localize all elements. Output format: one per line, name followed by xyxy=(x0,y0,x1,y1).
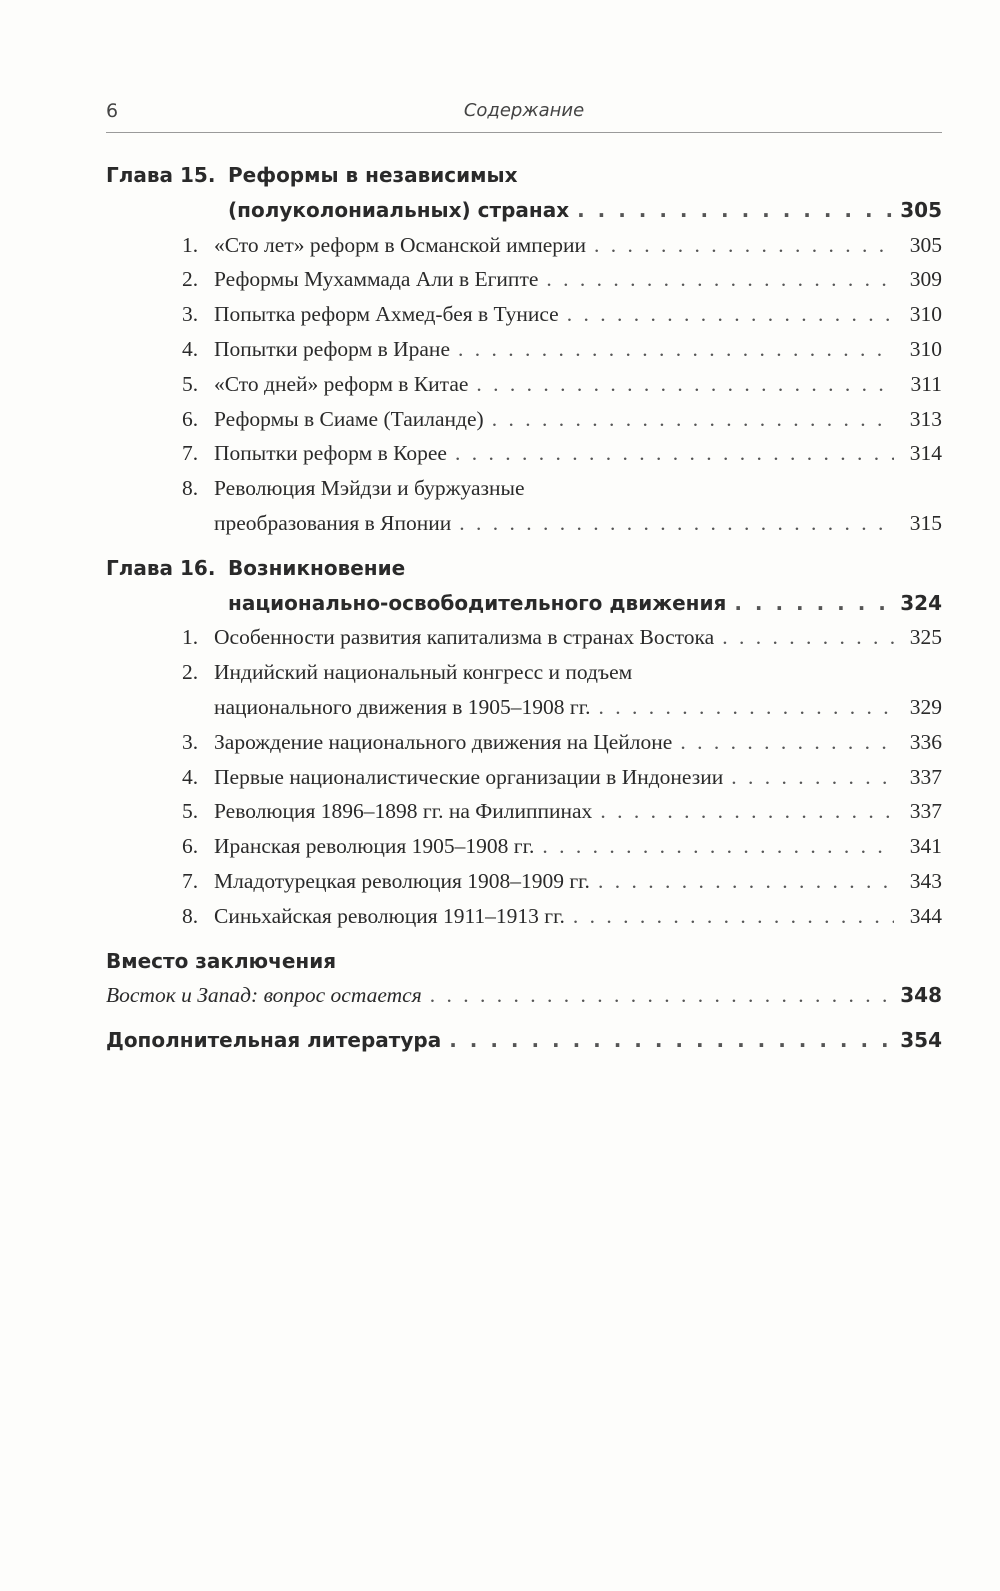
section-number: 3. xyxy=(182,302,199,327)
section-number: 7. xyxy=(182,868,199,893)
page-ref: 337 xyxy=(909,764,942,789)
conclusion-entry[interactable] xyxy=(106,978,942,1013)
page-ref: 337 xyxy=(909,799,942,824)
toc-section[interactable] xyxy=(106,297,942,332)
section-number: 8. xyxy=(182,476,199,501)
section-number: 2. xyxy=(182,267,199,292)
section-title-line1: Индийский национальный конгресс и подъем xyxy=(214,660,633,685)
conclusion-heading-text: Вместо заключения xyxy=(106,948,337,973)
toc-section[interactable] xyxy=(106,725,942,760)
leader-dots xyxy=(430,978,893,1013)
section-number: 4. xyxy=(182,336,199,361)
section-number: 5. xyxy=(182,799,199,824)
page-ref: 311 xyxy=(910,371,942,396)
page-ref: 343 xyxy=(909,868,942,893)
toc-section[interactable] xyxy=(106,899,942,934)
chapter-title-line1: Возникновение xyxy=(228,555,406,580)
section-title: Особенности развития капитализма в странах Востока xyxy=(214,625,715,650)
page-ref: 309 xyxy=(909,267,942,292)
chapter-15-heading xyxy=(106,158,942,193)
chapter-16-entry[interactable] xyxy=(106,586,942,621)
leader-dots xyxy=(573,899,894,934)
leader-dots xyxy=(577,193,892,228)
page-ref: 315 xyxy=(909,510,942,535)
leader-dots xyxy=(458,332,894,367)
leader-dots xyxy=(722,620,894,655)
chapter-label: Глава 15. xyxy=(106,163,216,187)
leader-dots xyxy=(680,725,894,760)
page-ref: 305 xyxy=(909,232,942,257)
leader-dots xyxy=(492,402,894,437)
chapter-15-entry[interactable] xyxy=(106,193,942,228)
literature-entry[interactable] xyxy=(106,1023,942,1058)
section-title: «Сто лет» реформ в Османской империи xyxy=(214,232,587,257)
leader-dots xyxy=(598,690,894,725)
page-ref: 314 xyxy=(909,441,942,466)
page-ref: 341 xyxy=(909,834,942,859)
leader-dots xyxy=(567,297,894,332)
toc-section[interactable] xyxy=(106,829,942,864)
leader-dots xyxy=(459,506,894,541)
section-title: Иранская революция 1905–1908 гг. xyxy=(214,834,535,859)
section-title: Попытка реформ Ахмед-бея в Тунисе xyxy=(214,302,559,327)
section-number: 7. xyxy=(182,441,199,466)
page-ref: 354 xyxy=(900,1028,942,1053)
section-number: 2. xyxy=(182,660,199,685)
section-number: 6. xyxy=(182,406,199,431)
page-ref: 313 xyxy=(909,406,942,431)
section-title: Реформы Мухаммада Али в Египте xyxy=(214,267,539,292)
leader-dots xyxy=(449,1023,892,1058)
section-number: 5. xyxy=(182,371,199,396)
leader-dots xyxy=(598,864,894,899)
section-title: Попытки реформ в Корее xyxy=(214,441,447,466)
leader-dots xyxy=(594,228,894,263)
chapter-title-line2: национально-освободительного движения xyxy=(228,590,727,615)
section-number: 6. xyxy=(182,834,199,859)
page-ref: 348 xyxy=(900,983,942,1008)
toc-section[interactable] xyxy=(106,864,942,899)
toc-section[interactable] xyxy=(106,760,942,795)
section-number: 4. xyxy=(182,764,199,789)
section-title-line2: преобразования в Японии xyxy=(214,510,452,535)
literature-title: Дополнительная литература xyxy=(106,1028,442,1053)
section-title: Попытки реформ в Иране xyxy=(214,336,450,361)
page-ref: 336 xyxy=(909,729,942,754)
section-title: «Сто дней» реформ в Китае xyxy=(214,371,469,396)
toc-section[interactable] xyxy=(106,794,942,829)
toc-section[interactable] xyxy=(106,655,942,690)
page-ref: 305 xyxy=(900,197,942,222)
section-number: 1. xyxy=(182,232,199,257)
section-title: Синьхайская революция 1911–1913 гг. xyxy=(214,903,565,928)
page-ref: 310 xyxy=(909,336,942,361)
page-ref: 324 xyxy=(900,590,942,615)
toc-section[interactable] xyxy=(106,262,942,297)
toc-section-continuation[interactable] xyxy=(106,506,942,541)
chapter-title-line2: (полуколониальных) странах xyxy=(228,197,570,222)
page-ref: 325 xyxy=(909,625,942,650)
chapter-16-heading xyxy=(106,551,942,586)
toc-section[interactable] xyxy=(106,471,942,506)
leader-dots xyxy=(476,367,894,402)
toc-section-continuation[interactable] xyxy=(106,690,942,725)
section-number: 1. xyxy=(182,625,199,650)
section-number: 3. xyxy=(182,729,199,754)
leader-dots xyxy=(455,436,894,471)
toc-section[interactable] xyxy=(106,367,942,402)
page-ref: 329 xyxy=(909,694,942,719)
leader-dots xyxy=(542,829,894,864)
section-title: Первые националистические организации в Индонезии xyxy=(214,764,724,789)
section-title: Революция 1896–1898 гг. на Филиппинах xyxy=(214,799,593,824)
conclusion-title: Восток и Запад: вопрос остается xyxy=(106,983,422,1008)
section-title: Зарождение национального движения на Цейлоне xyxy=(214,729,673,754)
running-header xyxy=(106,98,942,133)
table-of-contents xyxy=(106,158,942,1058)
leader-dots xyxy=(600,794,894,829)
page-ref: 344 xyxy=(909,903,942,928)
toc-section[interactable] xyxy=(106,402,942,437)
page-number: 6 xyxy=(106,100,119,122)
toc-section[interactable] xyxy=(106,436,942,471)
leader-dots xyxy=(731,760,894,795)
leader-dots xyxy=(734,586,892,621)
running-title: Содержание xyxy=(463,100,585,121)
conclusion-heading xyxy=(106,944,942,979)
section-title: Реформы в Сиаме (Таиланде) xyxy=(214,406,484,431)
section-title-line1: Революция Мэйдзи и буржуазные xyxy=(214,476,525,501)
toc-section[interactable] xyxy=(106,332,942,367)
page-ref: 310 xyxy=(909,302,942,327)
toc-section[interactable] xyxy=(106,620,942,655)
toc-section[interactable] xyxy=(106,228,942,263)
chapter-label: Глава 16. xyxy=(106,555,216,580)
chapter-title-line1: Реформы в независимых xyxy=(228,163,518,187)
section-title: Младотурецкая революция 1908–1909 гг. xyxy=(214,868,590,893)
section-number: 8. xyxy=(182,903,199,928)
leader-dots xyxy=(546,262,894,297)
section-title-line2: национального движения в 1905–1908 гг. xyxy=(214,694,591,719)
